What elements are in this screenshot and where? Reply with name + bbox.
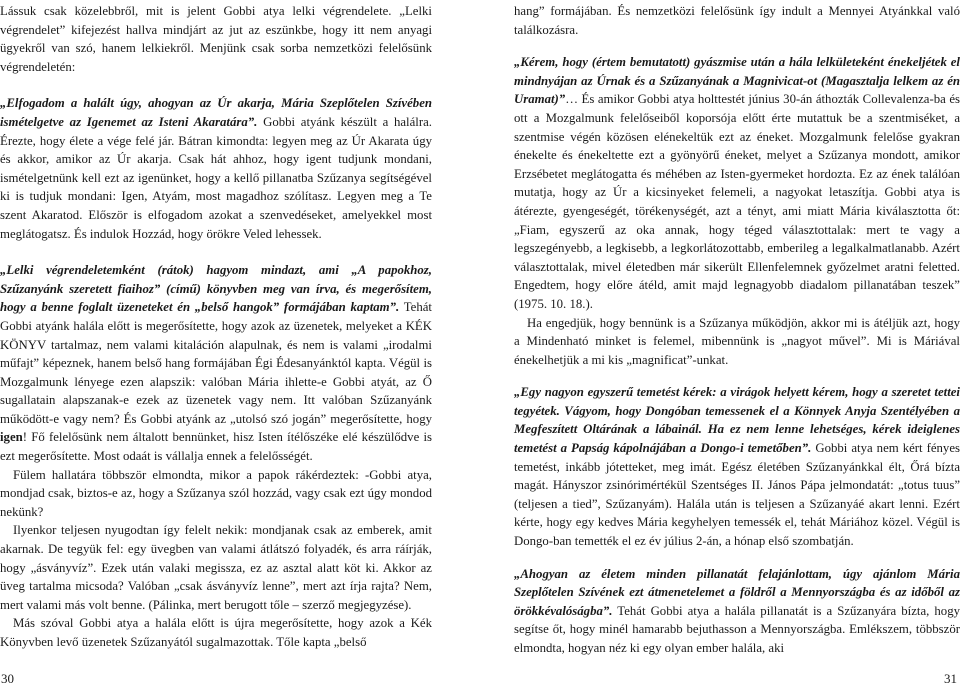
paragraph-text: hang” formájában. És nemzetközi felelősünk így indult a Mennyei Atyánkkal való találkozásra.	[514, 4, 960, 37]
quote-text: „Egy nagyon egyszerű temetést kérek: a virágok helyett kérem, hogy a szeretet tettei tegyétek. Vágyom, hogy Dongóban temessenek el a Könnyek Anyja Szentélyében a Megfeszített Oltárának a lábainál. Ha ez nem lenne lehetséges, kérek ideiglenes temetést a Papság kápolnájában a Dongo-i temetőben”.	[514, 385, 960, 456]
emphasis-text: igen	[0, 430, 23, 445]
paragraph	[514, 565, 960, 658]
paragraph-text: Más szóval Gobbi atya a halála előtt is újra megerősítette, hogy azok a Kék Könyvben levő üzenetek Szűzanyától sugalmazottak. Tőle kapta „belső	[0, 616, 432, 649]
right-column	[514, 2, 960, 658]
left-column	[0, 2, 432, 652]
page-number-right: 31	[944, 671, 957, 686]
paragraph	[0, 94, 432, 243]
paragraph	[514, 53, 960, 313]
paragraph-text: Ha engedjük, hogy bennünk is a Szűzanya működjön, akkor mi is átéljük azt, hogy a Mindenható minket is felemel, mibennünk is „nagyot művel”. Mi is Máriával énekelhetjük a mi kis „magnificat”-unkat.	[514, 315, 960, 367]
page-number-left: 30	[1, 671, 14, 686]
paragraph-text: Tehát Gobbi atyánk halála előtt is megerősítette, hogy azok az üzenetek, melyeket a KÉK KÖNYV tartalmaz, nem valami kitaláción alapulnak, és nem is valami „irodalmi műfajt” képeznek, hanem belső hang formájában Égi Édesanyánktól kapta. Végül is Mozgalmunk lényege ezen alapszik: valóban Mária ihlette-e Gobbi atyát, az Ő sugallatain alapszanak-e ezek az üzenetek vagy nem. Itt valóban Szűzanyánk működött-e vagy nem? És Gobbi atyánk az „utolsó szó jogán” megerősítette, hogy	[0, 300, 432, 426]
quote-text: „Ahogyan az életem minden pillanatát felajánlottam, úgy ajánlom Mária Szeplőtelen Szívének ezt átmenetelemet a földről a Mennyországba és az időből az örökkévalóságba”.	[514, 566, 960, 618]
paragraph	[0, 261, 432, 466]
paragraph	[0, 2, 432, 76]
paragraph-text: Fülem hallatára többször elmondta, mikor a papok rákérdeztek: -Gobbi atya, mondjad csak, biztos-e az, hogy a Szűzanya szól hozzád, vagy csak ezt úgy mondod nekünk?	[0, 467, 432, 519]
quote-text: „Lelki végrendeletemként (rátok) hagyom mindazt, ami „A papokhoz, Szűzanyánk szeretett fiaihoz” (című) könyvben meg van írva, és megerősítem, hogy a benne foglalt üzeneteket én „belső hangok” formájában kaptam”.	[0, 263, 432, 315]
paragraph-text: Lássuk csak közelebbről, mit is jelent Gobbi atya lelki végrendelete. „Lelki végrendelet” kifejezést hallva mindjárt az jut az eszünkbe, hogy itt nem anyagi ügyekről van szó, hanem lelkiekről. Menjünk csak sorba nemzetközi felelősünk végrendeletén:	[0, 4, 432, 74]
paragraph	[514, 314, 960, 370]
paragraph-text: Ilyenkor teljesen nyugodtan így felelt nekik: mondjanak csak az emberek, amit akarnak. De tegyük fel: egy üvegben van valami átlátszó folyadék, és arra ráírják, hogy „ásványvíz”. Ezek után valaki megissza, ez az asztal alatt köt ki. Akkor az üveg tartalma micsoda? Valóban „csak ásványvíz lenne”, mert azt írja rajta? Nem, mert valami más volt benne. (Pálinka, mert berugott tőle – szerző megjegyzése).	[0, 523, 432, 612]
paragraph-text: … És amikor Gobbi atya holttestét június 30-án áthozták Collevalenza-ba és ott a Mozgalmunk felelőseiből koporsója előtt érte mutattuk be a szentmiséket, a szentmise végén közösen elénekeltük ezt az éneket. Mozgalmunk felelőse gyakran énekelte és énekeltette ezt a gyönyörű éneket, melyet a Szűzanya mondott, amikor Erzsébetet meglátogatta és méhében az Isten-gyermeket hordozta. Ez az ének találóan mutatja, hogy az Úr a kicsinyeket felemeli, a nagyokat letaszítja. Gobbi atya is átérezte, gyengeségét, törékenységét, azt a tényt, ami miatt Mária kiválasztotta őt: „Fiam, egyszerű az oka annak, hogy téged választottalak: mert te vagy a legszegényebb, a legkisebb, a legkorlátozottabb, emberileg a legalkalmatlanabb. Azért választottalak, mivel életedben már sikerült Ellenfelemnek győzelmet aratni feletted. Engedtem, hogy előre átéld, amit majd legnagyobb diadalom pillanatában teszek” (1975. 10. 18.).	[514, 92, 960, 311]
paragraph-text: Tehát Gobbi atya a halála pillanatát is a Szűzanyára bízta, hogy segítse őt, hogy minél hamarabb bejuthasson a Mennyországba. Emlékszem, többször elmondta, hogyan néz ki egy olyan ember halála, aki	[514, 603, 960, 655]
paragraph	[0, 614, 432, 651]
paragraph	[514, 2, 960, 39]
paragraph	[0, 521, 432, 614]
paragraph-text: ! Fő felelősünk nem általott bennünket, hisz Isten ítélőszéke elé készülődve is ezt megerősítette. Most odaát is vállalja ennek a felelősségét.	[0, 430, 432, 464]
quote-text: „Kérem, hogy (értem bemutatott) gyászmise után a hála lelkületeként énekeljétek el mindnyájan az Úrnak és a Szűzanyának a Magnivicat-ot (Magasztalja lelkem az én Uramat)”	[514, 55, 960, 107]
paragraph	[0, 466, 432, 522]
paragraph-text: Gobbi atya nem kért fényes temetést, inkább jótetteket, meg imát. Egész életében Szűzanyánkkal élt, Őrá bízta magát. Hányszor zsinórimértékül Szentséges II. János Pápa jelmondatát: „totus tuus” (teljesen a tied”, Szűzanyám). Halála után is teljesen a Szűzanyáé akart lenni. Ezért kérte, hogy egy kedves Mária kegyhelyen temessék el, tehát Máriához közel. Végül is Dongo-ban temették el ez év július 2-án, a hónap első szombatján.	[514, 441, 960, 549]
paragraph-text: Gobbi atyánk készült a halálra. Érezte, hogy élete a vége felé jár. Bátran kimondta: legyen meg az Úr Akarata úgy és akkor, amikor az Úr akarja. Csak hát ahhoz, hogy igent tudjunk mondani, ismételgetnünk kell ezt az igenünket, hogy a kellő pillanatba Szűzanya segítségével ki is tudjuk mondani: Igen, Atyám, most magadhoz szólítasz. Legyen meg a Te szent Akaratod. Először is elfogadom azokat a szenvedéseket, amelyekkel most meglátogatsz. És indulok Hozzád, hogy örökre Veled lehessek.	[0, 114, 432, 241]
quote-text: „Elfogadom a halált úgy, ahogyan az Úr akarja, Mária Szeplőtelen Szívében ismételgetve az Igenemet az Isteni Akaratára”.	[0, 96, 432, 129]
paragraph	[514, 383, 960, 550]
